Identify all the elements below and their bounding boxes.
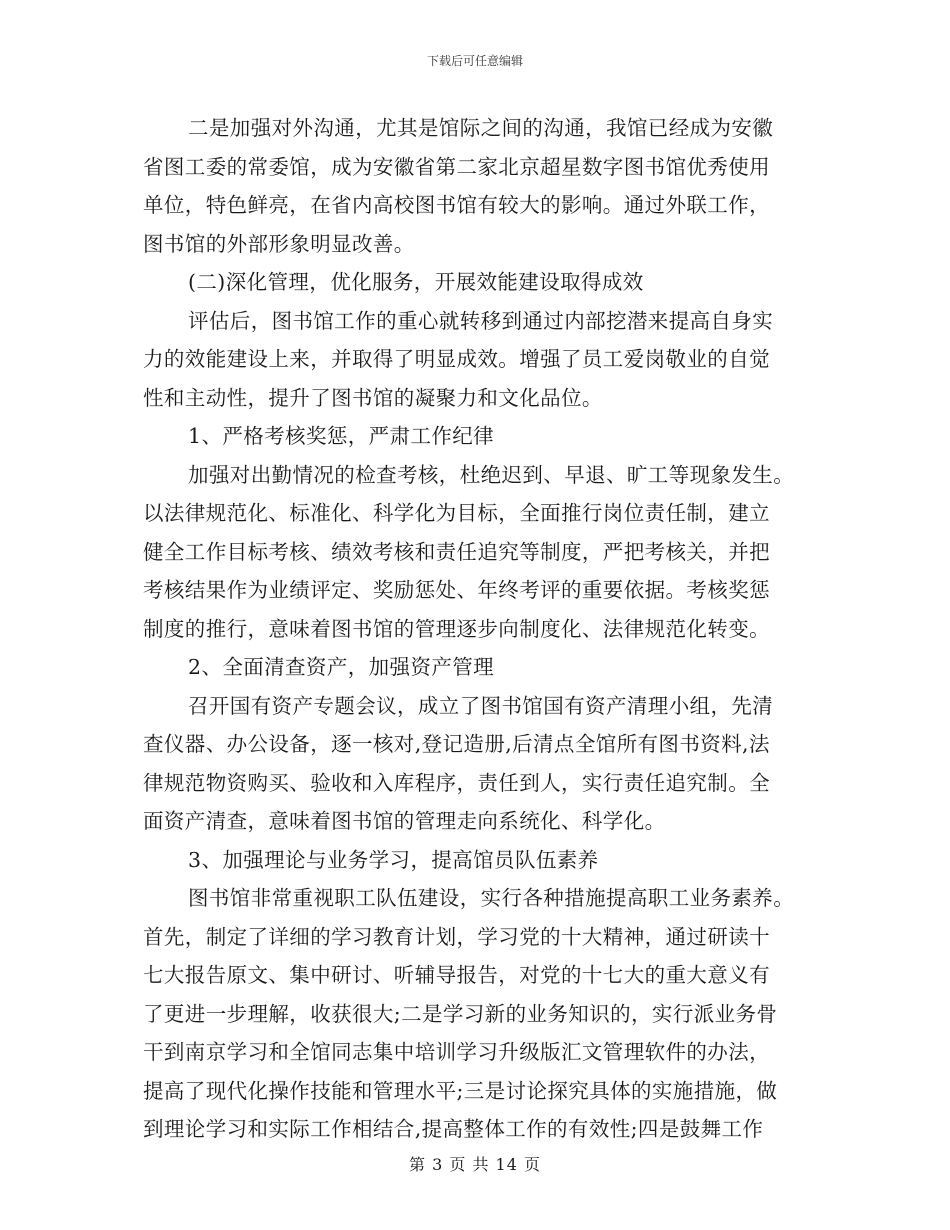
paragraph-line: 性和主动性，提升了图书馆的凝聚力和文化品位。 xyxy=(143,385,603,410)
paragraph-line: 制度的推行，意味着图书馆的管理逐步向制度化、法律规范化转变。 xyxy=(143,616,770,641)
paragraph-line: 健全工作目标考核、绩效考核和责任追究等制度，严把考核关，并把 xyxy=(143,539,770,564)
subsection-heading: 3、加强理论与业务学习，提高馆员队伍素养 xyxy=(188,847,599,872)
page-number-footer: 第 3 页 共 14 页 xyxy=(409,1155,541,1174)
paragraph-line: 单位，特色鲜亮，在省内高校图书馆有较大的影响。通过外联工作， xyxy=(143,193,770,217)
paragraph-line: 加强对出勤情况的检查考核，杜绝迟到、早退、旷工等现象发生。 xyxy=(188,462,795,487)
paragraph-line: 以法律规范化、标准化、科学化为目标，全面推行岗位责任制，建立 xyxy=(143,501,770,525)
paragraph-line: 提高了现代化操作技能和管理水平;三是讨论探究具体的实施措施，做 xyxy=(143,1078,778,1103)
paragraph-line: 面资产清查，意味着图书馆的管理走向系统化、科学化。 xyxy=(143,809,666,833)
paragraph-line: 首先，制定了详细的学习教育计划，学习党的十大精神，通过研读十 xyxy=(143,924,770,949)
paragraph-line: 二是加强对外沟通，尤其是馆际之间的沟通，我馆已经成为安徽 xyxy=(188,116,774,140)
paragraph-line: 省图工委的常委馆，成为安徽省第二家北京超星数字图书馆优秀使用 xyxy=(143,154,770,179)
page-header: 下载后可任意编辑 xyxy=(426,54,523,68)
paragraph-line: 考核结果作为业绩评定、奖励惩处、年终考评的重要依据。考核奖惩 xyxy=(143,578,770,602)
paragraph-line: 查仪器、办公设备，逐一核对,登记造册,后清点全馆所有图书资料,法 xyxy=(143,732,770,756)
section-heading: (二)深化管理，优化服务，开展效能建设取得成效 xyxy=(188,270,644,294)
paragraph-line: 干到南京学习和全馆同志集中培训学习升级版汇文管理软件的办法， xyxy=(143,1040,770,1064)
subsection-heading: 2、全面清查资产，加强资产管理 xyxy=(188,655,495,679)
document-body xyxy=(143,109,815,1149)
paragraph-line: 力的效能建设上来，并取得了明显成效。增强了员工爱岗敬业的自觉 xyxy=(143,347,770,371)
paragraph-line: 到理论学习和实际工作相结合,提高整体工作的有效性;四是鼓舞工作 xyxy=(143,1117,764,1141)
paragraph-line: 了更进一步理解，收获很大;二是学习新的业务知识的，实行派业务骨 xyxy=(143,1001,778,1026)
paragraph-line: 评估后，图书馆工作的重心就转移到通过内部挖潜来提高自身实 xyxy=(188,308,774,333)
subsection-heading: 1、严格考核奖惩，严肃工作纪律 xyxy=(188,424,495,448)
paragraph-line: 召开国有资产专题会议，成立了图书馆国有资产清理小组，先清 xyxy=(188,693,774,718)
paragraph-line: 图书馆的外部形象明显改善。 xyxy=(143,231,415,256)
paragraph-line: 七大报告原文、集中研讨、听辅导报告，对党的十七大的重大意义有 xyxy=(143,963,770,987)
paragraph-line: 律规范物资购买、验收和入库程序，责任到人，实行责任追究制。全 xyxy=(143,770,770,795)
paragraph-line: 图书馆非常重视职工队伍建设，实行各种措施提高职工业务素养。 xyxy=(188,886,795,910)
